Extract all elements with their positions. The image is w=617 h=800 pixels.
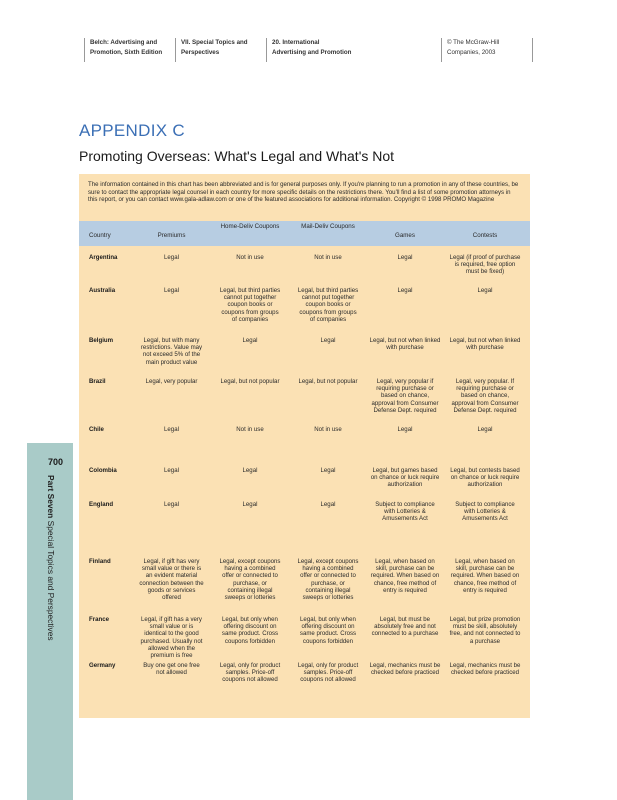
cell-home-deliv: Not in use [236, 426, 264, 433]
cell-home-deliv: Legal, but not popular [220, 378, 280, 385]
cell-games: Legal [397, 287, 413, 294]
cell-contests: Legal, but not when linked with purchase [449, 337, 521, 352]
cell-mail-deliv: Not in use [314, 254, 342, 261]
cell-country: Brazil [89, 378, 106, 385]
cell-games: Legal, very popular if requiring purchase or based on chance, approval from Consumer Defense Dept. required [371, 378, 439, 414]
cell-mail-deliv: Not in use [314, 426, 342, 433]
cell-premiums: Legal, very popular [145, 378, 198, 385]
cell-mail-deliv: Legal, but third parties cannot put together coupon books or coupons from groups of companies [297, 287, 359, 323]
col-header-mail-deliv: Mail-Deliv Coupons [301, 223, 355, 230]
cell-contests: Legal, very popular. If requiring purchase or based on chance, approval from Consumer Defense Dept. required [451, 378, 519, 414]
cell-contests: Legal, mechanics must be checked before practiced [449, 662, 521, 677]
cell-games: Legal, when based on skill, purchase can be required. When based on chance, free method of entry is required [370, 558, 440, 594]
appendix-label: APPENDIX C [79, 121, 185, 140]
header-copyright: © The McGraw-Hill Companies, 2003 [441, 38, 533, 62]
cell-home-deliv: Legal, only for product samples. Price-off coupons not allowed [219, 662, 281, 684]
cell-premiums: Legal [164, 287, 179, 294]
header-part: VII. Special Topics and Perspectives [175, 38, 261, 62]
cell-games: Legal, but games based on chance or luck require authorization [370, 467, 440, 489]
cell-country: Colombia [89, 467, 117, 474]
page-number: 700 [48, 457, 64, 467]
col-header-premiums: Premiums [157, 232, 186, 239]
col-header-home-deliv: Home-Deliv Coupons [220, 223, 280, 230]
header-chapter: 20. International Advertising and Promotion [266, 38, 432, 62]
side-part: Part Seven [46, 475, 56, 519]
header-book: Belch: Advertising and Promotion, Sixth Edition [84, 38, 170, 62]
cell-contests: Subject to compliance with Lotteries & Amusements Act [455, 501, 515, 523]
intro-paragraph: The information contained in this chart has been abbreviated and is for general purposes only. If you're planning to run a promotion in any of these countries, be sure to contact the appropriate legal counsel in each country for more specific details on the restrictions there. You'll find a list of some promotion attorneys in this report, or you can contact www.gala-adlaw.com or one of the featured associations for additional information. Copyright © 1998 PROMO Magazine [88, 181, 519, 204]
cell-mail-deliv: Legal [320, 501, 336, 508]
cell-premiums: Buy one get one free not allowed [143, 662, 200, 677]
side-section: Special Topics and Perspectives [46, 520, 56, 641]
cell-contests: Legal [477, 426, 493, 433]
cell-mail-deliv: Legal [320, 467, 336, 474]
cell-country: Germany [89, 662, 116, 669]
cell-games: Legal, but not when linked with purchase [369, 337, 441, 352]
cell-contests: Legal, but prize promotion must be skill, absolutely free, and not connected to a purchase [449, 616, 521, 645]
cell-games: Legal, mechanics must be checked before practiced [369, 662, 441, 677]
cell-games: Legal [397, 426, 413, 433]
cell-mail-deliv: Legal, only for product samples. Price-off coupons not allowed [297, 662, 359, 684]
cell-contests: Legal (if proof of purchase is required, free option must be fixed) [449, 254, 521, 276]
cell-country: Chile [89, 426, 104, 433]
cell-contests: Legal, but contests based on chance or luck require authorization [450, 467, 520, 489]
cell-country: France [89, 616, 109, 623]
cell-games: Legal, but must be absolutely free and not connected to a purchase [371, 616, 439, 638]
cell-premiums: Legal, if gift has very small value or there is an evident material connection between the goods or services offered [139, 558, 204, 602]
page-title: Promoting Overseas: What's Legal and What's Not [79, 148, 395, 164]
cell-premiums: Legal, if gift has a very small value or is identical to the good purchased. Usually not allowed when the premium is free [140, 616, 203, 660]
cell-country: Belgium [89, 337, 114, 344]
cell-country: England [89, 501, 114, 508]
col-header-games: Games [395, 232, 415, 239]
legal-chart-panel [79, 174, 530, 718]
cell-home-deliv: Not in use [236, 254, 264, 261]
cell-contests: Legal, when based on skill, purchase can be required. When based on chance, free method of entry is required [450, 558, 520, 594]
cell-contests: Legal [477, 287, 493, 294]
cell-home-deliv: Legal, except coupons having a combined offer or connected to purchase, or containing illegal sweeps or lotteries [219, 558, 281, 602]
cell-home-deliv: Legal [242, 501, 258, 508]
cell-home-deliv: Legal [242, 337, 258, 344]
cell-games: Subject to compliance with Lotteries & Amusements Act [375, 501, 435, 523]
cell-mail-deliv: Legal, except coupons having a combined offer or connected to purchase, or containing illegal sweeps or lotteries [297, 558, 359, 602]
cell-premiums: Legal [164, 426, 179, 433]
running-header [84, 38, 532, 62]
cell-home-deliv: Legal, but only when offering discount on same product. Cross coupons forbidden [221, 616, 279, 645]
cell-country: Finland [89, 558, 111, 565]
cell-premiums: Legal [164, 501, 179, 508]
cell-home-deliv: Legal [242, 467, 258, 474]
cell-premiums: Legal, but with many restrictions. Value may not exceed 5% of the main product value [140, 337, 203, 366]
cell-premiums: Legal [164, 254, 179, 261]
cell-home-deliv: Legal, but third parties cannot put together coupon books or coupons from groups of companies [219, 287, 281, 323]
table-header [79, 221, 530, 246]
cell-mail-deliv: Legal, but not popular [298, 378, 358, 385]
side-section-label [46, 475, 56, 641]
cell-country: Australia [89, 287, 116, 294]
cell-mail-deliv: Legal, but only when offering discount on same product. Cross coupons forbidden [299, 616, 357, 645]
col-header-country: Country [89, 232, 111, 239]
cell-mail-deliv: Legal [320, 337, 336, 344]
cell-games: Legal [397, 254, 413, 261]
col-header-contests: Contests [472, 232, 498, 239]
cell-premiums: Legal [164, 467, 179, 474]
cell-country: Argentina [89, 254, 118, 261]
